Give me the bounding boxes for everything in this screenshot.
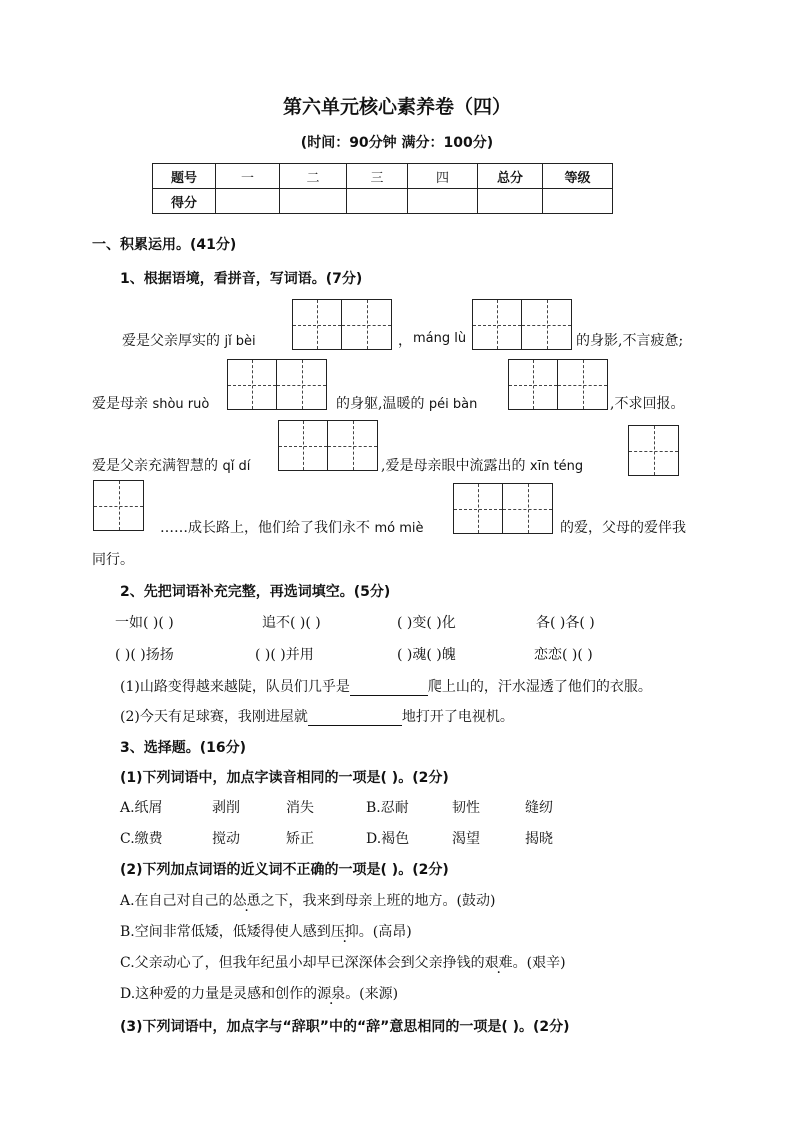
idiom-item[interactable]: ( )变( )化	[397, 615, 456, 631]
dotted-word: 艰难	[484, 955, 513, 971]
text: ,爱是母亲眼中流露出的	[381, 458, 526, 474]
option[interactable]: C.缴费	[120, 831, 163, 847]
text: 同行。	[92, 552, 134, 568]
exam-info: (时间：90分钟 满分：100分)	[300, 135, 494, 151]
table-row	[153, 164, 613, 189]
option[interactable]: A.纸屑	[120, 800, 163, 816]
idiom-item[interactable]: ( )魂( )魄	[397, 647, 456, 663]
writing-grid[interactable]	[227, 359, 327, 410]
option-word: 矫正	[286, 831, 314, 847]
idiom-item[interactable]: ( )( )并用	[255, 647, 314, 663]
score-table	[152, 163, 613, 214]
pinyin: qǐ dí	[222, 459, 251, 474]
option[interactable]	[120, 952, 566, 972]
pinyin: xīn téng	[529, 459, 584, 474]
writing-grid[interactable]	[93, 480, 144, 531]
text: 爱是父亲厚实的	[122, 333, 220, 349]
question-heading: 1、根据语境，看拼音，写词语。(7分)	[120, 271, 363, 287]
idiom-item[interactable]: 恋恋( )( )	[534, 647, 593, 663]
option[interactable]: B.忍耐	[366, 800, 409, 816]
text: 爬上山的，汗水湿透了他们的衣服。	[427, 679, 652, 695]
text: ,不求回报。	[610, 396, 685, 412]
table-row	[153, 189, 613, 214]
pinyin: máng lù	[413, 331, 467, 346]
pinyin: péi bàn	[428, 397, 478, 412]
text: 的身躯,温暖的	[336, 396, 425, 412]
idiom-item[interactable]: ( )( )扬扬	[115, 647, 174, 663]
text: 地打开了电视机。	[401, 709, 514, 725]
text: 爱是母亲	[92, 396, 148, 412]
text: ……成长路上，他们给了我们永不	[160, 520, 370, 536]
dotted-word: 压抑	[330, 924, 359, 940]
writing-grid[interactable]	[628, 425, 679, 476]
answer-blank[interactable]	[350, 681, 428, 696]
section-heading: 一、积累运用。(41分)	[92, 237, 237, 253]
table-cell: 四	[408, 164, 478, 189]
question-heading: 3、选择题。(16分)	[120, 740, 247, 756]
dotted-word: 怂恿	[232, 893, 261, 909]
table-cell: 二	[280, 164, 347, 189]
score-field[interactable]	[347, 189, 408, 214]
page-title: 第六单元核心素养卷（四）	[282, 96, 511, 118]
text: 爱是父亲充满智慧的	[92, 458, 218, 474]
option-word: 消失	[286, 800, 314, 816]
text: B.空间非常低矮，低矮得使人感到	[120, 924, 331, 940]
option[interactable]	[120, 983, 398, 1003]
table-cell: 得分	[153, 189, 216, 214]
table-cell: 等级	[543, 164, 613, 189]
text-line	[122, 330, 256, 350]
text: 的身影,不言疲惫;	[576, 333, 684, 349]
text-line	[120, 706, 514, 726]
text: 的爱，父母的爱伴我	[560, 520, 686, 536]
pinyin: jǐ bèi	[224, 334, 256, 349]
option[interactable]	[120, 890, 496, 910]
option[interactable]	[120, 921, 412, 941]
text-line	[336, 393, 477, 413]
table-cell: 一	[216, 164, 280, 189]
question-heading: 2、先把词语补充完整，再选词填空。(5分)	[120, 584, 391, 600]
option-word: 剥削	[212, 800, 240, 816]
text-line	[160, 517, 423, 537]
text: 之下，我来到母亲上班的地方。(鼓动)	[260, 893, 496, 909]
pinyin: mó miè	[374, 521, 424, 536]
text-line	[92, 455, 250, 475]
option-word: 揭晓	[525, 831, 553, 847]
score-field[interactable]	[478, 189, 543, 214]
text-line	[92, 393, 209, 413]
option-word: 韧性	[452, 800, 480, 816]
text-line	[120, 676, 652, 696]
option-word: 搅动	[212, 831, 240, 847]
score-field[interactable]	[408, 189, 478, 214]
text: 。(高昂)	[358, 924, 412, 940]
table-cell: 题号	[153, 164, 216, 189]
option-word: 渴望	[452, 831, 480, 847]
dotted-word: 源泉	[317, 986, 346, 1002]
text: ，	[398, 333, 412, 349]
pinyin: shòu ruò	[152, 397, 210, 412]
writing-grid[interactable]	[292, 299, 392, 350]
sub-question: (1)下列词语中，加点字读音相同的一项是( )。(2分)	[120, 770, 449, 786]
text: 。(艰辛)	[512, 955, 566, 971]
idiom-item[interactable]: 一如( )( )	[115, 615, 174, 631]
score-field[interactable]	[543, 189, 613, 214]
sub-question: (3)下列词语中，加点字与“辞职”中的“辞”意思相同的一项是( )。(2分)	[120, 1019, 570, 1035]
text: 。(来源)	[345, 986, 399, 1002]
table-cell: 总分	[478, 164, 543, 189]
text-line	[381, 455, 583, 475]
writing-grid[interactable]	[472, 299, 572, 350]
answer-blank[interactable]	[308, 711, 402, 726]
text: C.父亲动心了，但我年纪虽小却早已深深体会到父亲挣钱的	[120, 955, 485, 971]
writing-grid[interactable]	[453, 483, 553, 534]
sub-question: (2)下列加点词语的近义词不正确的一项是( )。(2分)	[120, 862, 449, 878]
score-field[interactable]	[280, 189, 347, 214]
text: (1)山路变得越来越陡，队员们几乎是	[120, 679, 350, 695]
text: (2)今天有足球赛，我刚进屋就	[120, 709, 308, 725]
option-word: 缝纫	[525, 800, 553, 816]
idiom-item[interactable]: 追不( )( )	[262, 615, 321, 631]
writing-grid[interactable]	[508, 359, 608, 410]
text: A.在自己对自己的	[120, 893, 233, 909]
table-cell: 三	[347, 164, 408, 189]
text: D.这种爱的力量是灵感和创作的	[120, 986, 318, 1002]
idiom-item[interactable]: 各( )各( )	[536, 615, 595, 631]
option[interactable]: D.褐色	[366, 831, 410, 847]
writing-grid[interactable]	[278, 420, 378, 471]
score-field[interactable]	[216, 189, 280, 214]
